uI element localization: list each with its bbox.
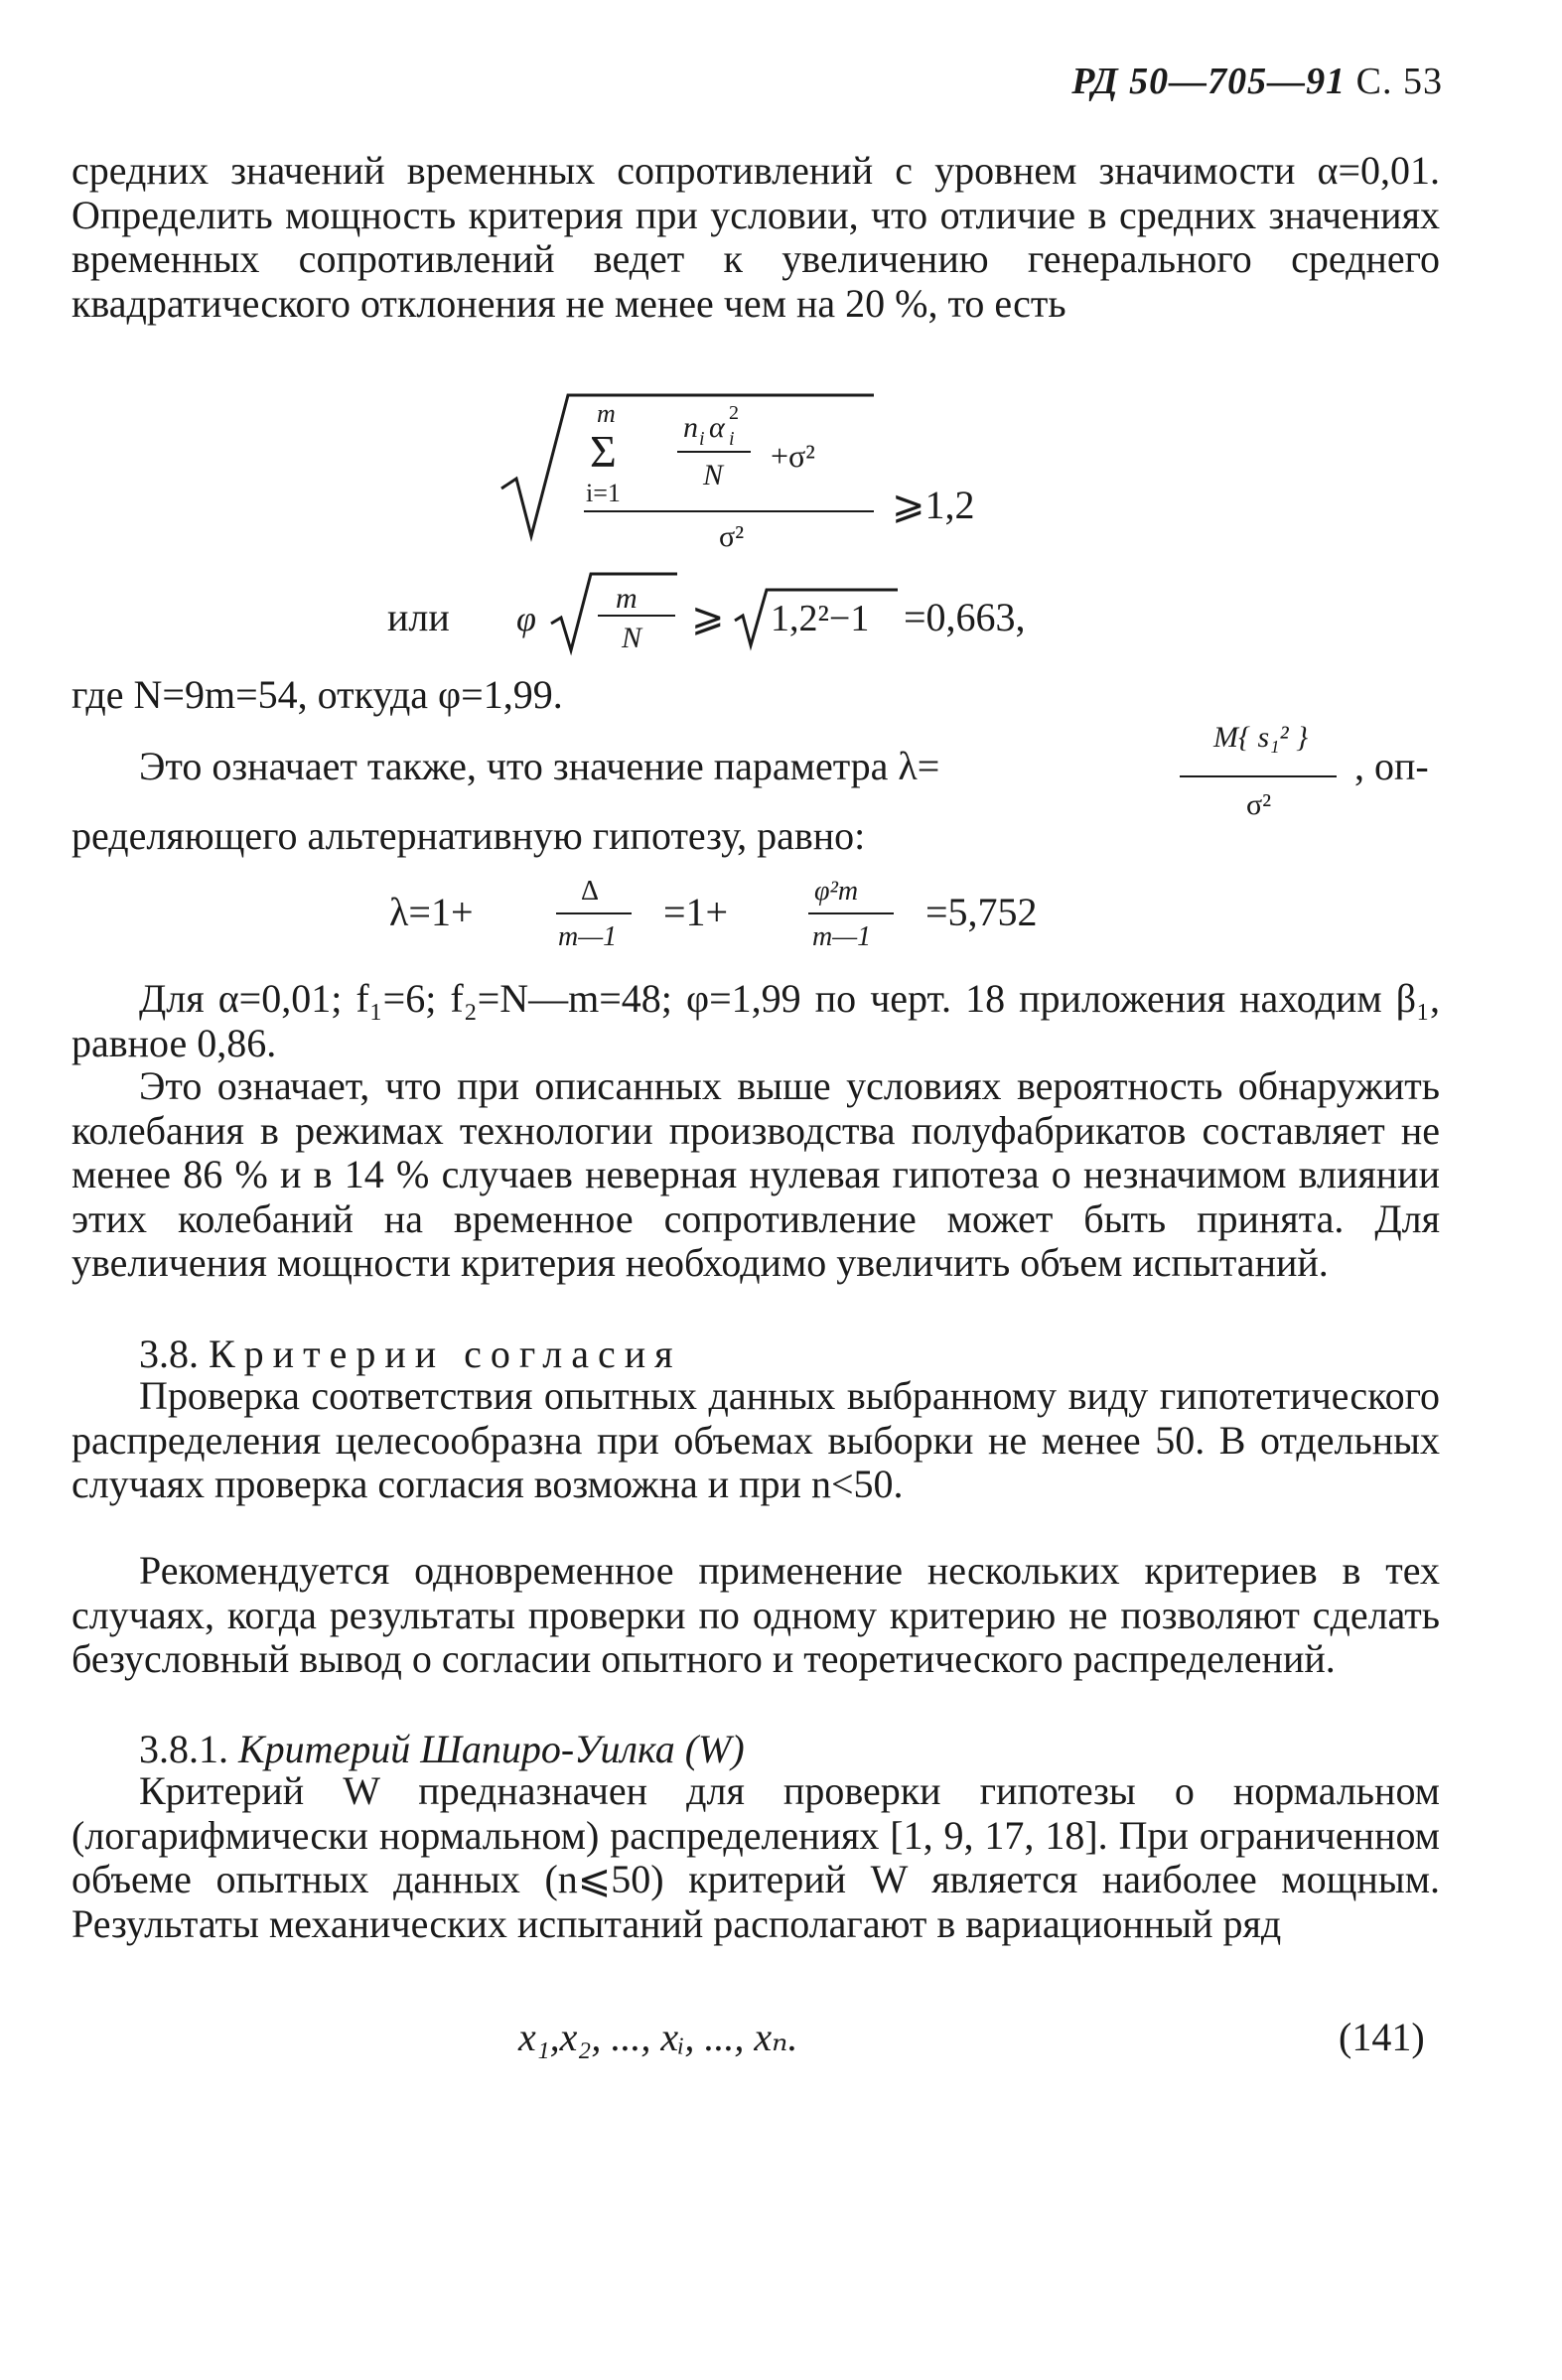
section-3-8-1-number: 3.8.1. [139,1727,228,1771]
standard-code: РД 50—705—91 [1071,61,1347,102]
term-alpha-sup: 2 [729,402,739,424]
lambda-lhs: λ=1+ [389,890,474,934]
lambda-frac-num: M{ s₁² } [1213,721,1309,754]
phi-symbol: φ [516,599,536,638]
term-N: N [703,459,724,491]
paragraph-check: Проверка соответствия опытных данных выбранному виду гипотетического распределения целесообразна при объемах выборки не менее 50. В отдельных случаях проверка согласия возможна и при n<50. [71,1373,1440,1507]
paragraph-probability: Это означает, что при описанных выше условиях вероятность обнаружить колебания в режимах технологии производства полуфабрикатов составляет не менее 86 % и в 14 % случаев неверная нулевая гипотеза о незначимом влиянии этих колебаний на временное сопротивление может быть принята. Для увеличения мощности критерия необходимо увеличить объем испытаний. [71,1063,1440,1286]
relation-ge-1-2: ⩾1,2 [892,483,975,527]
section-3-8-1-heading [139,1726,745,1772]
page-number: 53 [1403,61,1443,102]
f1-denominator: m—1 [558,921,618,952]
sum-upper-limit: m [597,399,616,428]
paragraph-recommend: Рекомендуется одновременное применение нескольких критериев в тех случаях, когда результаты проверки по одному критерию не позволяют сделать безусловный вывод о согласии опытного и теоретического распределений. [71,1548,1440,1682]
paragraph-alpha: Для α=0,01; f₁=6; f₂=N—m=48; φ=1,99 по черт. 18 приложения находим β₁, равное 0,86. [71,976,1440,1065]
denominator-sigma: σ² [719,520,745,553]
lambda-frac-den: σ² [1246,788,1272,821]
equation-number-141: (141) [1339,2015,1425,2059]
frac-N: N [622,622,642,654]
lambda-text-after: , оп- [1354,744,1429,788]
term-n-sub: i [699,428,705,450]
f2-denominator: m—1 [812,921,872,952]
section-3-8-number: 3.8. [139,1331,199,1376]
section-3-8-title: Критерии согласия [209,1331,682,1376]
sum-lower-limit: i=1 [586,479,621,507]
term-alpha-sub: i [729,428,735,450]
where-line: где N=9m=54, откуда φ=1,99. [71,672,563,717]
section-3-8-heading [139,1330,682,1377]
f1-numerator: Δ [581,876,600,907]
variation-series: x₁,x₂, ..., xᵢ, ..., xₙ. [518,2015,798,2059]
sum-symbol: Σ [590,426,617,477]
plus-sigma-squared: +σ² [771,438,815,474]
radicand: 1,2²−1 [771,598,870,639]
paragraph-shapiro: Критерий W предназначен для проверки гипотезы о нормальном (логарифмически нормальном) распределениях [1, 9, 17, 18]. При ограниченном объеме опытных данных (n⩽50) критерий W является наиболее мощным. Результаты механических испытаний располагают в вариационный ряд [71,1768,1440,1946]
frac-m: m [616,582,638,615]
term-alpha: α [709,411,725,444]
lambda-line2: ределяющего альтернативную гипотезу, равно: [71,813,866,858]
page-label: С. [1355,61,1393,102]
result-0-663: =0,663, [904,595,1026,639]
f2-numerator: φ²m [814,876,859,907]
lambda-result: =5,752 [925,890,1038,934]
mid-equals: =1+ [663,890,729,934]
or-word: или [387,595,450,639]
section-3-8-1-title: Критерий Шапиро-Уилка (W) [238,1727,745,1771]
lambda-text-before: Это означает также, что значение параметра λ= [139,744,940,788]
geq-sign: ⩾ [691,595,725,639]
paragraph-intro: средних значений временных сопротивлений с уровнем значимости α=0,01. Определить мощность критерия при условии, что отличие в средних значениях временных сопротивлений ведет к увеличению генерального среднего квадратического отклонения не менее чем на 20 %, то есть [71,148,1440,326]
term-n: n [683,411,698,444]
